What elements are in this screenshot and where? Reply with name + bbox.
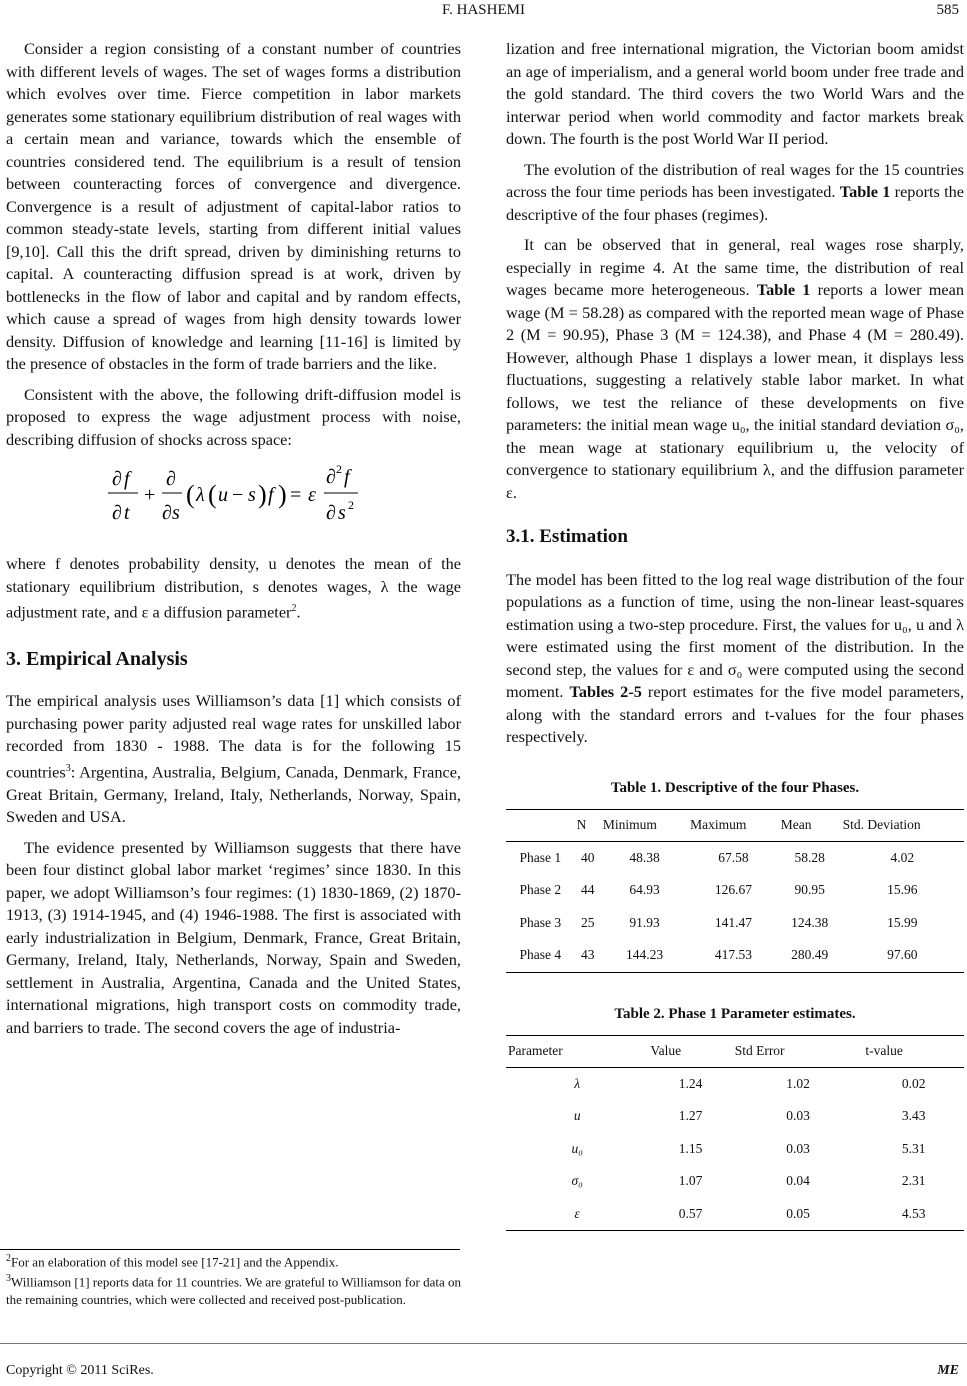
svg-text:(: ( bbox=[186, 480, 195, 509]
svg-text:f: f bbox=[268, 484, 274, 506]
svg-text:ε: ε bbox=[308, 484, 316, 506]
svg-text:s: s bbox=[172, 502, 180, 524]
right-column bbox=[506, 38, 964, 1231]
table-cell: Phase 4 bbox=[506, 939, 575, 972]
journal-abbrev: ME bbox=[937, 1363, 959, 1378]
table-header-cell: Mean bbox=[779, 810, 841, 842]
paragraph: Consistent with the above, the following drift-diffusion model is proposed to express the wage adjustment process with noise, describing diffusion of shocks across space: bbox=[6, 384, 461, 449]
table-row bbox=[506, 1198, 964, 1231]
table-cell: 1.27 bbox=[678, 1108, 703, 1123]
table-cell: 280.49 bbox=[779, 939, 841, 972]
drift-diffusion-equation bbox=[6, 457, 461, 543]
table-row bbox=[506, 907, 964, 940]
svg-text:=: = bbox=[290, 484, 302, 506]
table-cell: 15.96 bbox=[887, 882, 918, 897]
table1-caption: Table 1. Descriptive of the four Phases. bbox=[610, 779, 860, 796]
page-number: 585 bbox=[936, 2, 959, 18]
table-cell: 3.43 bbox=[901, 1108, 926, 1123]
table-header-cell: Parameter bbox=[506, 1036, 648, 1068]
section-heading: 3. Empirical Analysis bbox=[6, 647, 188, 670]
svg-text:∂: ∂ bbox=[162, 502, 172, 524]
table-row bbox=[506, 841, 964, 874]
table-header-cell: Value bbox=[648, 1036, 732, 1068]
table-cell: 0.04 bbox=[786, 1173, 810, 1188]
table-cell: λ bbox=[574, 1075, 581, 1091]
footnote-2: $^2$For an elaboration of this model see [17-21] and the Appendix. bbox=[6, 1253, 339, 1270]
table-cell: 97.60 bbox=[841, 939, 964, 972]
table-cell: 67.58 bbox=[718, 849, 749, 865]
svg-text:∂: ∂ bbox=[166, 468, 176, 490]
svg-text:t: t bbox=[124, 502, 130, 524]
table-cell: 4.53 bbox=[863, 1198, 964, 1231]
svg-text:∂: ∂ bbox=[112, 502, 122, 524]
table-cell: 44 bbox=[581, 882, 595, 897]
table-cell: 0.05 bbox=[733, 1198, 864, 1231]
paragraph: It can be observed that in general, real wages rose sharply, especially in regime 4. At the same time, the distribution of real wages became more heterogeneous. Table 1 reports a lower mean wage (M = 58.28) as compared with the reported mean wage of Phase 2 (M = 90.95), Phase 3 (M = 124.38), and Phase 4 (M = 280.49). However, although Phase 1 displays a lower mean, it displays less fluctuations, suggesting a relatively stable labor market. In what follows, we test the reliance of these developments on five parameters: the initial mean wage u₀, the initial standard deviation σ₀, the mean wage at stationary equilibrium u, the velocity of convergence to stationary equilibrium λ, and the diffusion parameter ε. bbox=[506, 235, 964, 502]
table-cell: 141.47 bbox=[714, 914, 753, 930]
table-cell: 2.31 bbox=[901, 1173, 926, 1188]
table-cell: 43 bbox=[575, 939, 601, 972]
svg-text:(: ( bbox=[208, 480, 217, 509]
table-cell: u bbox=[573, 1108, 581, 1123]
table-cell: ε bbox=[506, 1198, 648, 1231]
table-cell: 0.57 bbox=[648, 1198, 732, 1231]
svg-text:+: + bbox=[144, 484, 156, 506]
table-cell: 91.93 bbox=[629, 914, 660, 930]
table-cell: Phase 1 bbox=[519, 849, 562, 865]
table-cell: 48.38 bbox=[629, 849, 660, 865]
svg-text:u: u bbox=[218, 484, 228, 506]
table-cell: u₀ bbox=[571, 1140, 583, 1156]
paragraph: The empirical analysis uses Williamson’s data [1] which consists of purchasing power parity adjusted real wage rates for unskilled labor recorded from 1830 - 1988. The data is for the following 15 countries$^3$: Argentina, Australia, Belgium, Canada, Denmark, France, Great Britain, Germany, Ireland, Italy, Netherlands, Norway, Spain, Sweden and USA. bbox=[6, 691, 461, 827]
paragraph: The evidence presented by Williamson suggests that there have been four distinct global labor market ‘regimes’ since 1830. In this paper, we adopt Williamson’s four regimes: (1) 1830-1869, (2) 1870-1913, (3) 1914-1945, and (4) 1946-1988. The first is associated with early industrialization in Belgium, Denmark, France, Great Britain, Germany, Ireland, Italy, Netherlands, Norway, Spain and Sweden, settlement in Australia, Argentina, Canada and the United States, international migrations, high transport costs on commodity trade, and barriers to trade. The second covers the age of industria- bbox=[6, 837, 461, 1037]
table-header-cell: N bbox=[575, 810, 601, 842]
paragraph: Consider a region consisting of a constant number of countries with different levels of wages. The set of wages forms a distribution which evolves over time. Fierce competition in labor markets generates some stationary equilibrium distribution of real wages with a certain mean and variance, towards which the ensemble of countries considered tend. The equilibrium is a result of tension between counteracting forces of convergence and divergence. Convergence is a result of adjustment of capital-labor ratios to common steady-state levels, starting from different initial values [9,10]. Call this the drift spread, driven by diminishing returns to capital. A counteracting diffusion spread is at work, driven by bottlenecks in the flow of labor and capital and by random effects, which cause a spread of wages from high density towards lower density. Diffusion of knowledge and learning [11-16] is limited by the presence of obstacles in the form of trade barriers and the like. bbox=[6, 39, 461, 373]
table-header-cell: Maximum bbox=[688, 810, 779, 842]
table-row bbox=[506, 939, 964, 972]
table-header-cell: Std Error bbox=[733, 1036, 864, 1068]
table-cell: 144.23 bbox=[601, 939, 688, 972]
table-row bbox=[506, 1067, 964, 1100]
table-cell: 25 bbox=[581, 914, 595, 930]
table-cell: 126.67 bbox=[714, 882, 753, 897]
table-row bbox=[506, 874, 964, 907]
svg-text:s: s bbox=[338, 502, 346, 524]
table-cell: 40 bbox=[581, 849, 595, 865]
table-header-cell: t-value bbox=[863, 1036, 964, 1068]
table-cell: Phase 3 bbox=[519, 914, 562, 930]
svg-text:2: 2 bbox=[336, 462, 342, 476]
table2 bbox=[506, 1035, 964, 1231]
svg-text:f: f bbox=[344, 466, 350, 488]
table-cell: 1.02 bbox=[786, 1075, 810, 1091]
copyright: Copyright © 2011 SciRes. bbox=[6, 1363, 154, 1378]
table-cell: 417.53 bbox=[688, 939, 779, 972]
table-cell: 90.95 bbox=[794, 882, 825, 897]
svg-text:s: s bbox=[248, 484, 256, 506]
svg-text:): ) bbox=[278, 480, 287, 509]
table-cell: 64.93 bbox=[629, 882, 660, 897]
footer-rule bbox=[0, 1343, 967, 1344]
table-cell: 1.24 bbox=[678, 1075, 703, 1091]
svg-text:∂: ∂ bbox=[326, 502, 336, 524]
table-header-cell: Std. Deviation bbox=[841, 810, 964, 842]
table-cell: 0.03 bbox=[786, 1108, 810, 1123]
table-cell: 5.31 bbox=[901, 1140, 926, 1156]
paragraph: The model has been fitted to the log real wage distribution of the four populations as a function of time, using the non-linear least-squares estimation using a two-step procedure. First, the values for u₀, u and λ were estimated using the first moment of the distribution. In the second step, the values for ε and σ₀ were computed using the second moment. Tables 2-5 report estimates for the five model parameters, along with the standard errors and t-values for the four phases respectively. bbox=[506, 569, 965, 746]
table-row bbox=[506, 1165, 964, 1198]
subsection-heading: 3.1. Estimation bbox=[506, 526, 628, 547]
paragraph: The evolution of the distribution of real wages for the 15 countries across the four time periods has been investigated. Table 1 reports the descriptive of the four phases (regimes). bbox=[506, 159, 964, 224]
table-cell: 0.03 bbox=[786, 1140, 810, 1156]
table-cell: 1.15 bbox=[678, 1140, 703, 1156]
table-cell: Phase 2 bbox=[519, 882, 562, 897]
table-cell: 58.28 bbox=[794, 849, 825, 865]
svg-text:−: − bbox=[232, 484, 244, 506]
footnote-3: $^3$Williamson [1] reports data for 11 countries. We are grateful to Williamson for data on the remaining countries, which were collected and received post-publication. bbox=[6, 1273, 462, 1307]
table-header-cell: Minimum bbox=[601, 810, 688, 842]
table-cell: 1.07 bbox=[678, 1173, 703, 1188]
table-cell: σ₀ bbox=[571, 1173, 583, 1188]
svg-text:∂: ∂ bbox=[326, 466, 336, 488]
table-cell: 124.38 bbox=[791, 914, 829, 930]
svg-text:∂: ∂ bbox=[112, 468, 122, 490]
footnotes bbox=[0, 1250, 466, 1308]
table-row bbox=[506, 1133, 964, 1166]
table-header-cell bbox=[506, 810, 575, 842]
table-row bbox=[506, 1100, 964, 1133]
table2-caption: Table 2. Phase 1 Parameter estimates. bbox=[614, 1005, 856, 1022]
running-header-author: F. HASHEMI bbox=[442, 2, 525, 18]
table-cell: 4.02 bbox=[890, 849, 915, 865]
table1 bbox=[506, 809, 964, 973]
table-cell: 0.02 bbox=[901, 1075, 926, 1091]
svg-text:λ: λ bbox=[196, 484, 205, 506]
svg-text:f: f bbox=[124, 468, 130, 490]
table-cell: 15.99 bbox=[887, 914, 918, 930]
paragraph: lization and free international migration, the Victorian boom amidst an age of imperialism, and a general world boom under free trade and the gold standard. The third covers the two World Wars and the interwar period when world commodity and factor markets break down. The fourth is the post World War II period. bbox=[506, 39, 964, 148]
svg-text:2: 2 bbox=[348, 498, 354, 512]
paragraph: where f denotes probability density, u denotes the mean of the stationary equilibrium distribution, s denotes wages, λ the wage adjustment rate, and ε a diffusion parameter$^2$. bbox=[6, 554, 461, 622]
svg-text:): ) bbox=[258, 480, 267, 509]
left-column bbox=[6, 38, 461, 1039]
